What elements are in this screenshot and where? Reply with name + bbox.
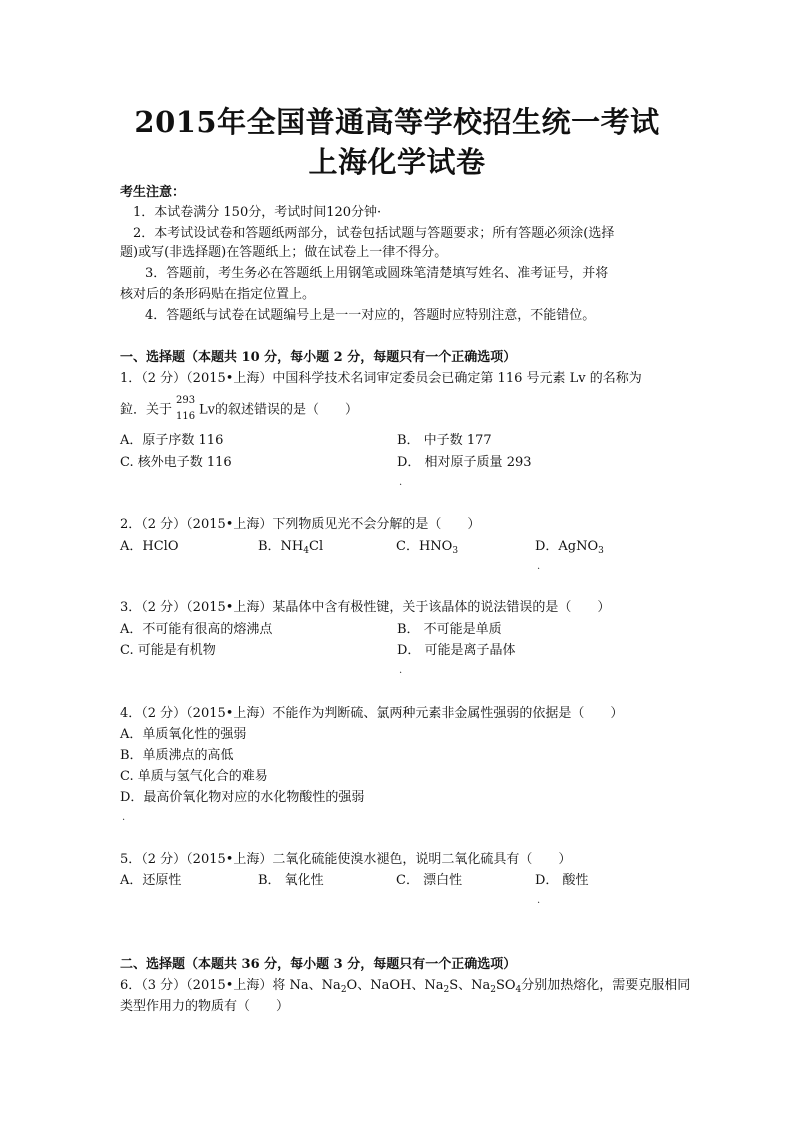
q5-stem: 5．（2 分）（2015•上海）二氧化硫能使溴水褪色，说明二氧化硫具有（ ） bbox=[120, 852, 572, 867]
q4-option-d: D．最高价氧化物对应的水化物酸性的强弱 bbox=[120, 790, 365, 805]
q2-option-d: D．AgNO$_3$ bbox=[535, 539, 604, 556]
q5-option-d: D． 酸性 bbox=[535, 873, 589, 888]
q4-option-c: C. 单质与氢气化合的难易 bbox=[120, 769, 268, 784]
section-2-heading: 二、选择题（本题共 36 分，每小题 3 分，每题只有一个正确选项） bbox=[120, 957, 517, 972]
q1-stem-line1: 1．（2 分）（2015•上海）中国科学技术名词审定委员会已确定第 116 号元素 Lv 的名称为 bbox=[120, 371, 642, 386]
q4-stem: 4．（2 分）（2015•上海）不能作为判断硫、氯两种元素非金属性强弱的依据是（ ） bbox=[120, 706, 624, 721]
notice-heading: 考生注意： bbox=[120, 185, 186, 200]
q2-stem: 2．（2 分）（2015•上海）下列物质见光不会分解的是（ ） bbox=[120, 517, 481, 532]
exam-title: 2015年全国普通高等学校招生统一考试 bbox=[134, 105, 660, 139]
stray-dot: . bbox=[537, 561, 541, 572]
q1-option-c: C. 核外电子数 116 bbox=[120, 455, 232, 470]
section-1-heading: 一、选择题（本题共 10 分，每小题 2 分，每题只有一个正确选项） bbox=[120, 350, 517, 365]
notice-item-2b: 题)或写(非选择题)在答题纸上；做在试卷上一律不得分。 bbox=[120, 245, 448, 260]
q3-option-c: C. 可能是有机物 bbox=[120, 643, 216, 658]
q5-option-a: A．还原性 bbox=[120, 873, 182, 888]
q3-option-b: B． 不可能是单质 bbox=[397, 622, 502, 637]
q3-stem: 3．（2 分）（2015•上海）某晶体中含有极性键，关于该晶体的说法错误的是（ ） bbox=[120, 600, 611, 615]
stray-dot: . bbox=[399, 665, 403, 676]
q4-option-b: B．单质沸点的高低 bbox=[120, 748, 234, 763]
atomic-number: 116 bbox=[176, 411, 196, 422]
q1-option-d: D． 相对原子质量 293 bbox=[397, 455, 532, 470]
q3-option-a: A．不可能有很高的熔沸点 bbox=[120, 622, 273, 637]
exam-subtitle: 上海化学试卷 bbox=[308, 145, 486, 179]
nuclide-notation bbox=[176, 397, 198, 423]
element-symbol: Lv bbox=[199, 402, 215, 418]
stray-dot: . bbox=[399, 477, 403, 488]
q1-stem-suffix: 的叙述错误的是（ ） bbox=[215, 402, 359, 418]
notice-item-2a: 2．本考试设试卷和答题纸两部分，试卷包括试题与答题要求；所有答题必须涂(选择 bbox=[133, 226, 615, 241]
q2-option-a: A．HClO bbox=[120, 539, 179, 554]
q1-stem-line2 bbox=[120, 397, 358, 423]
q1-option-b: B． 中子数 177 bbox=[397, 433, 492, 448]
notice-item-3b: 核对后的条形码贴在指定位置上。 bbox=[120, 287, 316, 302]
q6-stem-line1: 6．（3 分）（2015•上海）将 Na、$Na_2O$、NaOH、$Na_2S$、$Na_2SO_4$分别加热熔化，需要克服相同 bbox=[120, 978, 691, 995]
notice-item-3a: 3．答题前，考生务必在答题纸上用钢笔或圆珠笔清楚填写姓名、准考证号，并将 bbox=[145, 266, 609, 281]
q3-option-d: D． 可能是离子晶体 bbox=[397, 643, 516, 658]
notice-item-4: 4．答题纸与试卷在试题编号上是一一对应的，答题时应特别注意，不能错位。 bbox=[145, 308, 596, 323]
q5-option-c: C． 漂白性 bbox=[396, 873, 463, 888]
q2-option-b: B．$NH_4Cl$ bbox=[258, 539, 324, 556]
q6-stem-line2: 类型作用力的物质有（ ） bbox=[120, 999, 290, 1014]
q1-stem-prefix: 鉝．关于 bbox=[120, 402, 173, 418]
q5-option-b: B． 氧化性 bbox=[258, 873, 324, 888]
stray-dot: . bbox=[122, 812, 126, 823]
notice-item-1: 1．本试卷满分 150分，考试时间120分钟· bbox=[133, 205, 382, 220]
q4-option-a: A．单质氧化性的强弱 bbox=[120, 727, 247, 742]
q2-option-c: C．$HNO_3$ bbox=[396, 539, 459, 556]
stray-dot: . bbox=[537, 895, 541, 906]
mass-number: 293 bbox=[176, 395, 196, 406]
q1-option-a: A．原子序数 116 bbox=[120, 433, 224, 448]
